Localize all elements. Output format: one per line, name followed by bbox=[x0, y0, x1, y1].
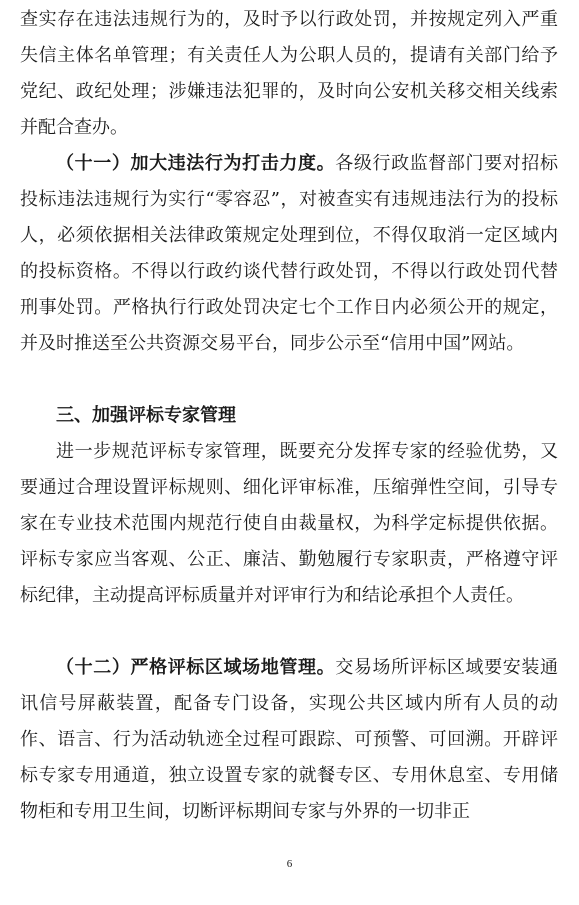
section-12-title: （十二）严格评标区域场地管理。 bbox=[56, 657, 336, 678]
section-11-title: （十一）加大违法行为打击力度。 bbox=[56, 153, 336, 174]
paragraph-penalty-continuation: 查实存在违法违规行为的，及时予以行政处罚，并按规定列入严重失信主体名单管理；有关责任人为公职人员的，提请有关部门给予党纪、政纪处理；涉嫌违法犯罪的，及时向公安机关移交相关线索并配合查办。 bbox=[20, 9, 558, 138]
section-11-body: 各级行政监督部门要对招标投标违法违规行为实行“零容忍”，对被查实有违规违法行为的投标人，必须依据相关法律政策规定处理到位，不得仅取消一定区域内的投标资格。不得以行政约谈代替行政处罚，不得以行政处罚代替刑事处罚。严格执行行政处罚决定七个工作日内必须公开的规定，并及时推送至公共资源交易平台，同步公示至“信用中国”网站。 bbox=[20, 153, 559, 354]
paragraph-expert-management: 进一步规范评标专家管理，既要充分发挥专家的经验优势，又要通过合理设置评标规则、细化评审标准，压缩弹性空间，引导专家在专业技术范围内规范行使自由裁量权，为科学定标提供依据。评标专家应当客观、公正、廉洁、勤勉履行专家职责，严格遵守评标纪律，主动提高评标质量并对评审行为和结论承担个人责任。 bbox=[20, 441, 558, 606]
page-number: 6 bbox=[286, 858, 293, 870]
section-heading-expert-management: 三、加强评标专家管理 bbox=[56, 405, 236, 426]
paragraph-section-11 bbox=[20, 146, 558, 362]
section-12-body: 交易场所评标区域要安装通讯信号屏蔽装置，配备专门设备，实现公共区域内所有人员的动作、语言、行为活动轨迹全过程可跟踪、可预警、可回溯。开辟评标专家专用通道，独立设置专家的就餐专区、专用休息室、专用储物柜和专用卫生间，切断评标期间专家与外界的一切非正 bbox=[20, 657, 559, 822]
paragraph-section-12 bbox=[20, 650, 558, 830]
